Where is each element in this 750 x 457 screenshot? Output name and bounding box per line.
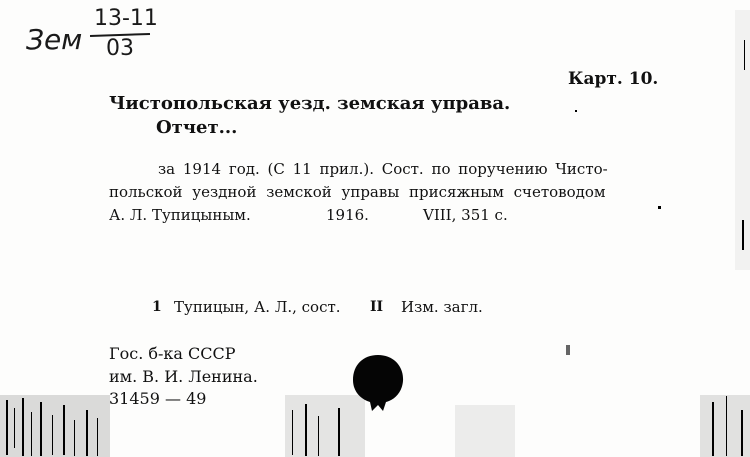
tracing-marker-2: II [370, 299, 384, 315]
body-line-1: за 1914 год. (С 11 прил.). Сост. по поручению Чисто- [158, 160, 608, 178]
library-line-2: им. В. И. Ленина. [109, 367, 258, 386]
subheading: Отчет... [156, 117, 238, 138]
body-line-2: польской уездной земской управы присяжным счетоводом [109, 183, 606, 201]
tracing-marker-1: 1 [152, 299, 162, 315]
tracing-note: Изм. загл. [401, 298, 483, 316]
body-line-3-authors: А. Л. Тупицыным. [109, 206, 251, 224]
ink-blot [350, 353, 406, 413]
body-line-3-pages: VIII, 351 с. [423, 206, 508, 224]
handwritten-prefix: Зем [26, 23, 83, 56]
tracing-author: Тупицын, А. Л., сост. [174, 298, 341, 316]
body-line-3-year: 1916. [326, 206, 369, 224]
handwritten-numerator: 13-11 [94, 6, 158, 31]
heading: Чистопольская уезд. земская управа. [109, 93, 511, 114]
library-line-1: Гос. б-ка СССР [109, 344, 236, 363]
handwritten-denominator: 03 [106, 36, 134, 61]
library-line-3: 31459 — 49 [109, 389, 207, 408]
card-number: Карт. 10. [568, 69, 659, 89]
